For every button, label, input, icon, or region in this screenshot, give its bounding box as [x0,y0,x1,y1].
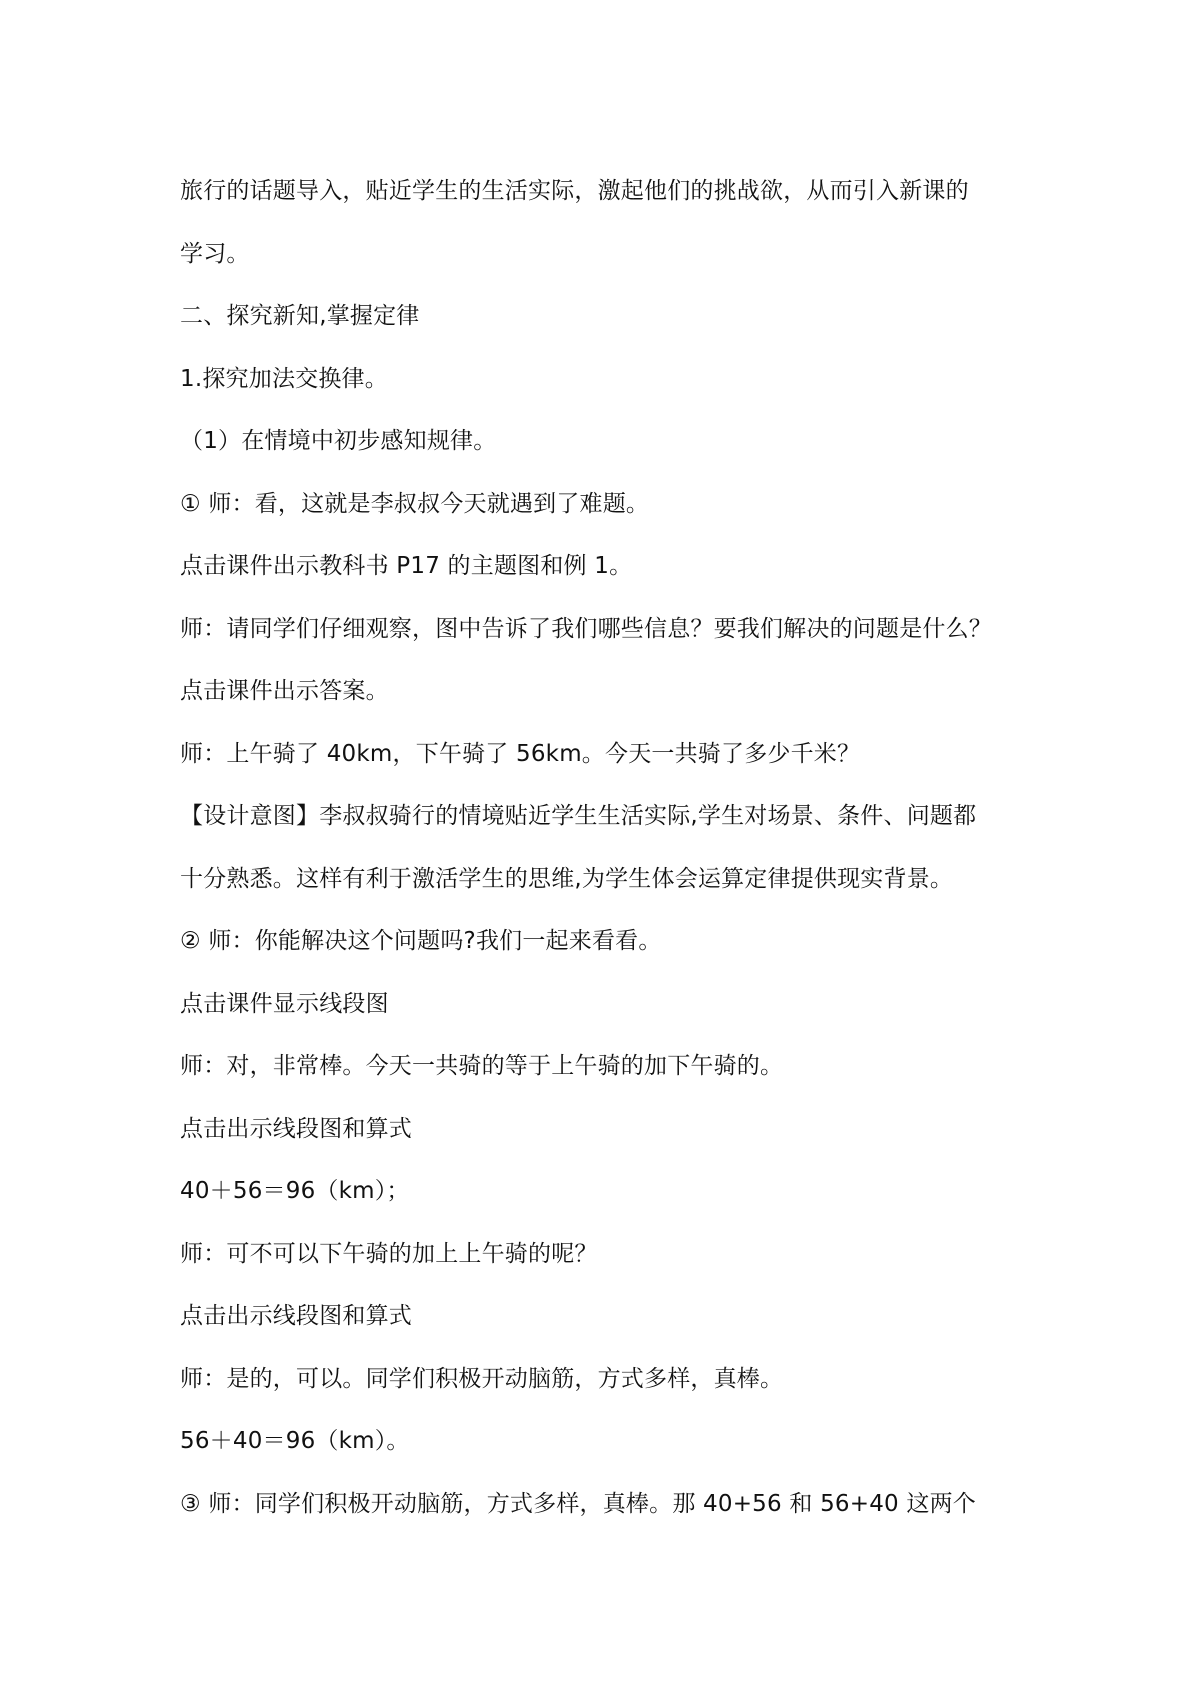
text-line: 师：对，非常棒。今天一共骑的等于上午骑的加下午骑的。 [180,1053,784,1079]
equation-line: 40＋56＝96（km）； [180,1178,410,1204]
text-line: （1）在情境中初步感知规律。 [180,428,497,454]
text-line: ③ 师：同学们积极开动脑筋，方式多样，真棒。那 40+56 和 56+40 这两个 [180,1490,976,1517]
text-line: 学习。 [180,240,250,267]
subsection-heading: 1.探究加法交换律。 [180,365,388,392]
text-line: 师：是的，可以。同学们积极开动脑筋，方式多样，真棒。 [180,1365,784,1392]
text-line: 师：请同学们仔细观察，图中告诉了我们哪些信息？要我们解决的问题是什么？ [180,615,992,642]
text-line: 点击课件出示教科书 P17 的主题图和例 1。 [180,553,633,579]
design-intent-line: 十分熟悉。这样有利于激活学生的思维,为学生体会运算定律提供现实背景。 [180,865,954,892]
text-line: 点击课件出示答案。 [180,678,389,704]
design-intent-line: 【设计意图】李叔叔骑行的情境贴近学生生活实际,学生对场景、条件、问题都 [180,803,977,829]
section-heading: 二、探究新知,掌握定律 [180,303,420,329]
text-line: 师：上午骑了 40km，下午骑了 56km。今天一共骑了多少千米？ [180,740,861,767]
text-line: 师：可不可以下午骑的加上上午骑的呢？ [180,1240,598,1267]
document-body [180,160,1030,1535]
equation-line: 56＋40＝96（km）。 [180,1428,410,1454]
text-line: 旅行的话题导入，贴近学生的生活实际，激起他们的挑战欲，从而引入新课的 [180,178,969,204]
text-line: ② 师：你能解决这个问题吗?我们一起来看看。 [180,928,662,954]
text-line: 点击出示线段图和算式 [180,1303,412,1329]
text-line: 点击课件显示线段图 [180,990,389,1017]
text-line: ① 师：看，这就是李叔叔今天就遇到了难题。 [180,490,650,517]
text-line: 点击出示线段图和算式 [180,1115,412,1142]
